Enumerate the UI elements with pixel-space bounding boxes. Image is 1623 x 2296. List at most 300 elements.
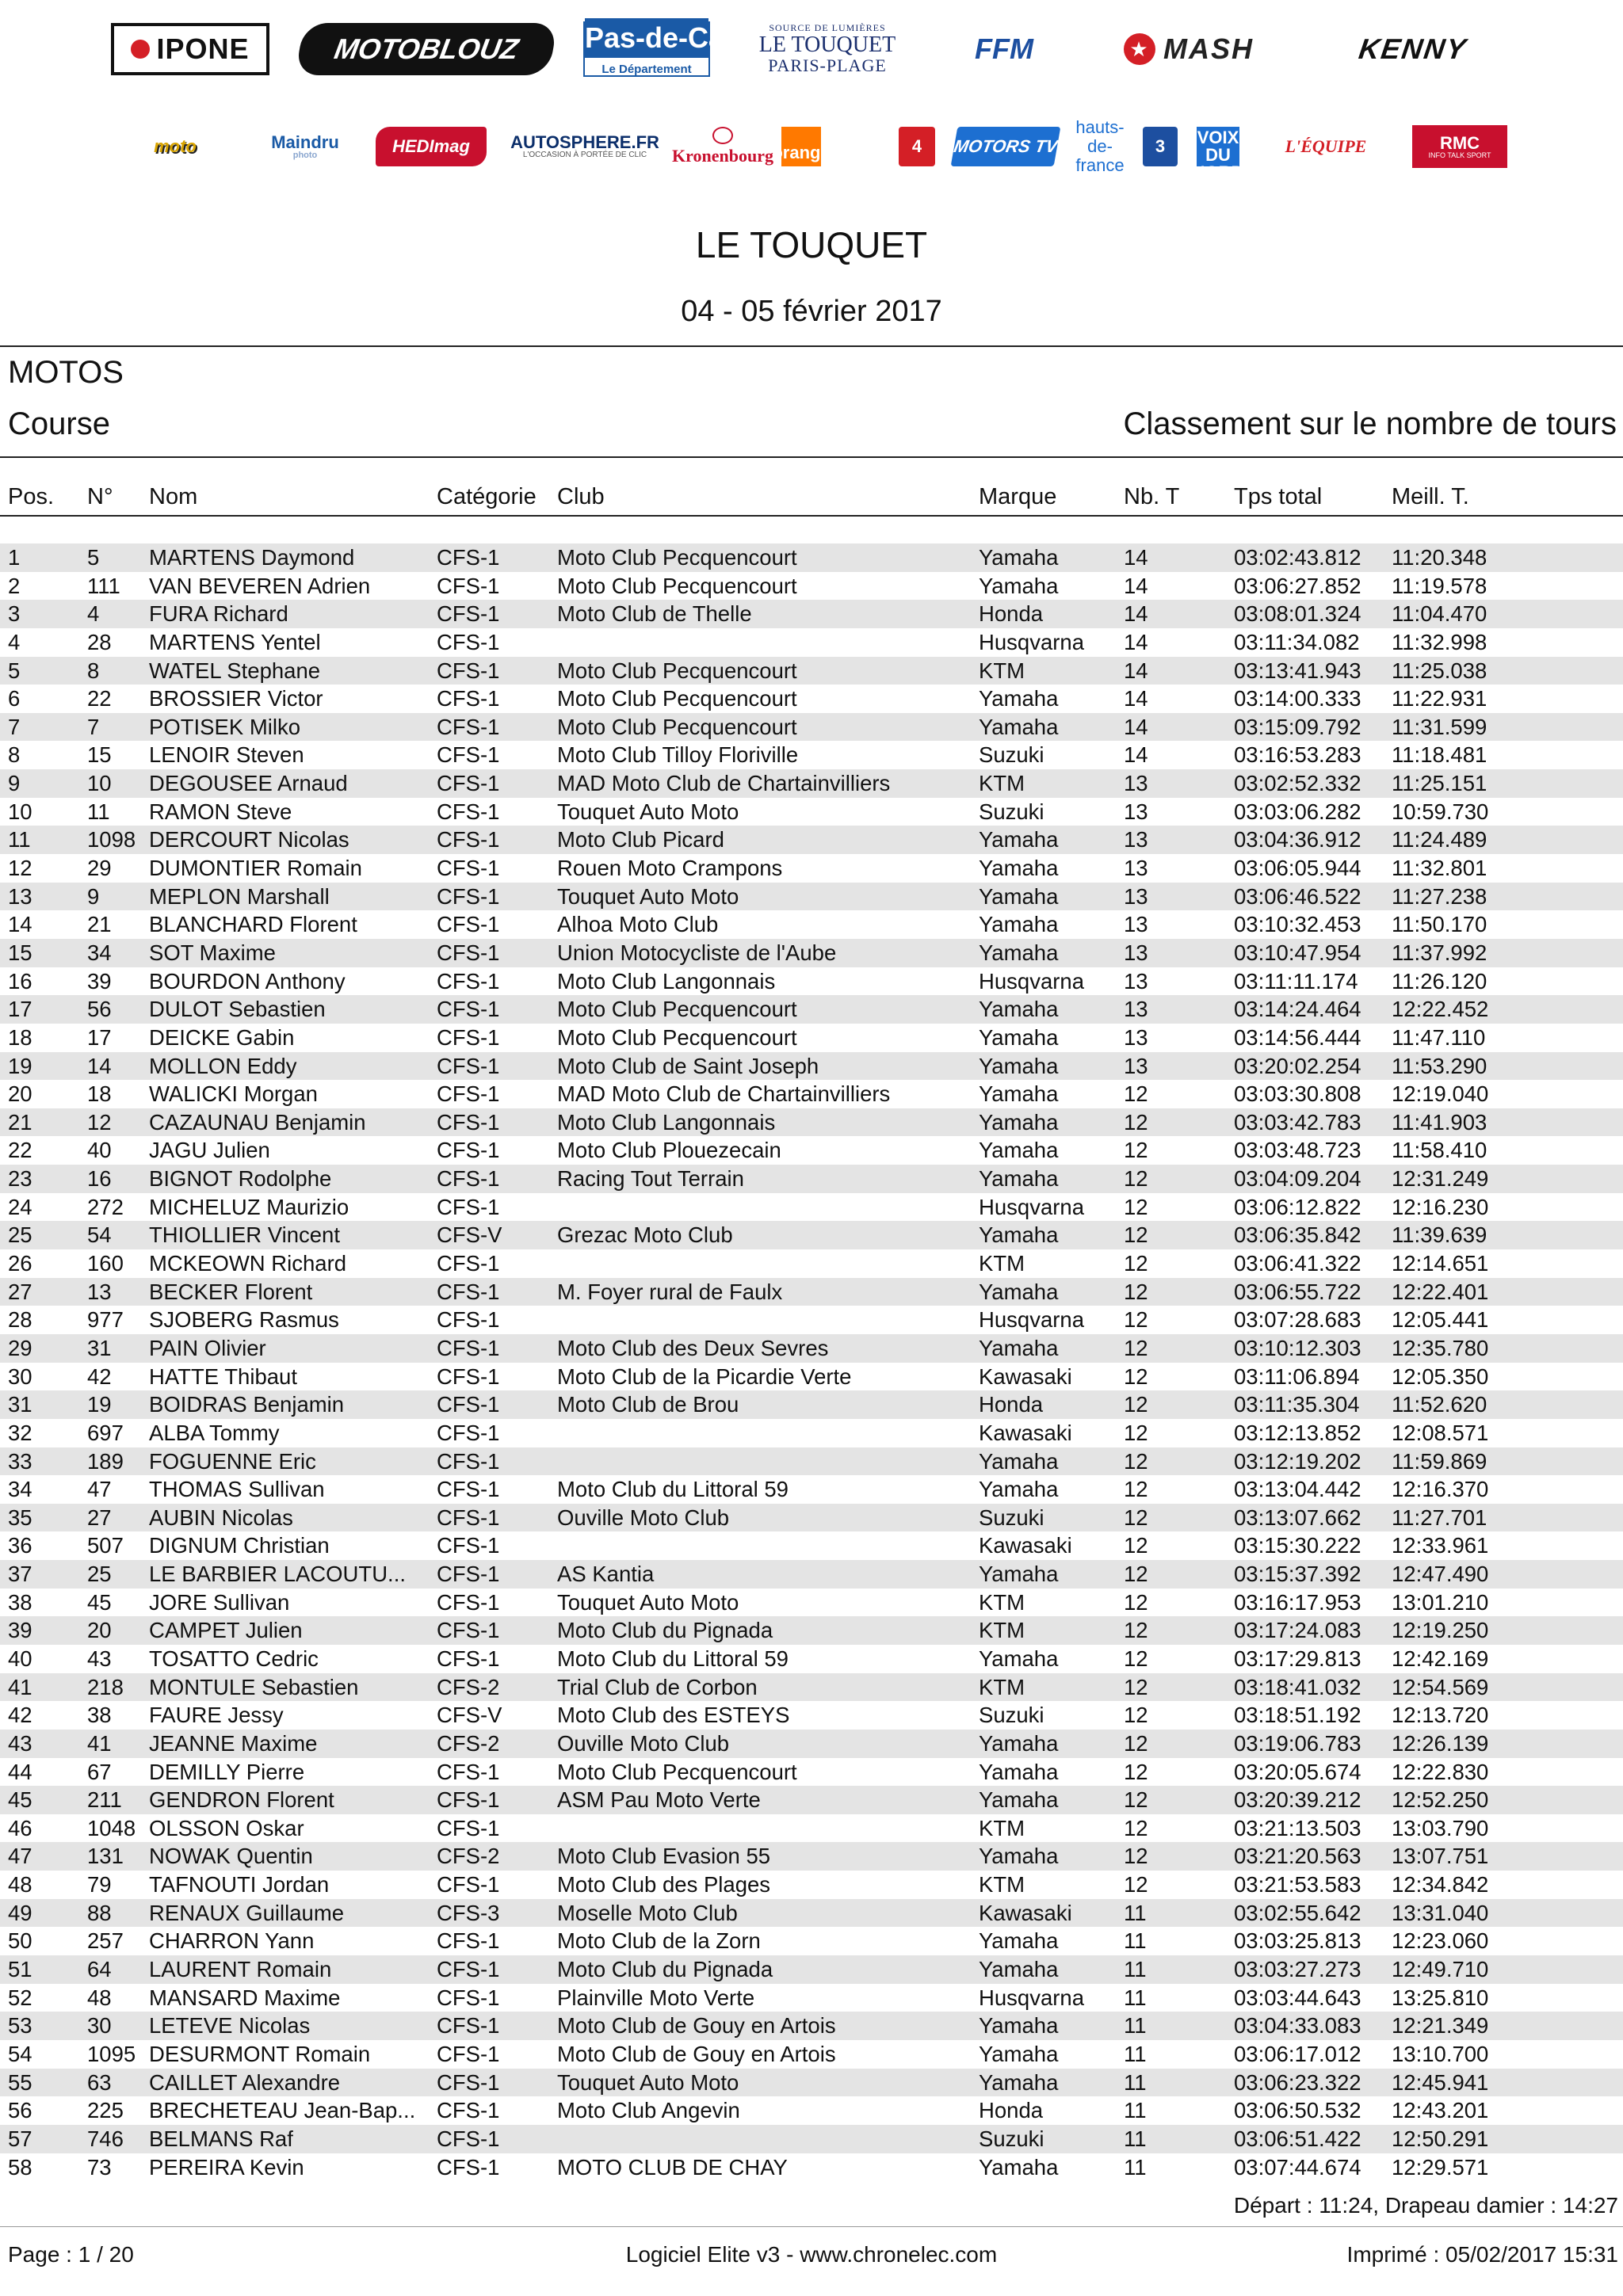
cell-meill-t: 11:22.931 — [1392, 686, 1487, 711]
cell-marque: Yamaha — [979, 2154, 1059, 2180]
cell-categorie: CFS-1 — [437, 658, 500, 683]
cell-num: 31 — [87, 1335, 112, 1360]
cell-tps-total: 03:10:12.303 — [1234, 1335, 1361, 1360]
cell-categorie: CFS-1 — [437, 1985, 500, 2010]
ffm-logo: FFM — [975, 32, 1033, 65]
cell-categorie: CFS-1 — [437, 1251, 500, 1276]
table-row — [0, 826, 1623, 854]
table-row — [0, 2125, 1623, 2153]
cell-nom: LAURENT Romain — [149, 1957, 332, 1982]
cell-num: 111 — [87, 573, 120, 598]
cell-tps-total: 03:02:55.642 — [1234, 1900, 1361, 1925]
cell-marque: Honda — [979, 2098, 1044, 2123]
cell-num: 1095 — [87, 2041, 136, 2066]
cell-pos: 39 — [8, 1618, 32, 1643]
cell-num: 5 — [87, 545, 100, 570]
cell-nb-tours: 11 — [1124, 1957, 1147, 1982]
cell-tps-total: 03:20:02.254 — [1234, 1053, 1361, 1078]
cell-nom: CAZAUNAU Benjamin — [149, 1109, 366, 1135]
cell-nom: BLANCHARD Florent — [149, 912, 357, 937]
race-start-finish-info: Départ : 11:24, Drapeau damier : 14:27 — [1233, 2193, 1618, 2218]
cell-nb-tours: 14 — [1124, 573, 1148, 598]
cell-nb-tours: 12 — [1124, 1448, 1148, 1474]
cell-meill-t: 12:45.941 — [1392, 2069, 1489, 2095]
cell-categorie: CFS-1 — [437, 1957, 500, 1982]
cell-tps-total: 03:02:43.812 — [1234, 545, 1361, 570]
cell-club: Touquet Auto Moto — [557, 2069, 739, 2095]
kenny-logo: KENNY — [1357, 32, 1469, 65]
cell-club: Moto Club Pecquencourt — [557, 1759, 797, 1784]
cell-marque: Yamaha — [979, 1448, 1059, 1474]
cell-tps-total: 03:07:44.674 — [1234, 2154, 1361, 2180]
cell-marque: Yamaha — [979, 1759, 1059, 1784]
cell-nom: CAMPET Julien — [149, 1618, 303, 1643]
cell-num: 16 — [87, 1166, 112, 1192]
cell-tps-total: 03:11:34.082 — [1234, 629, 1360, 654]
cell-meill-t: 12:54.569 — [1392, 1674, 1489, 1699]
cell-nom: LE BARBIER LACOUTU... — [149, 1562, 406, 1587]
voix-du-nord-logo: LA VOIX DU NORD — [1192, 110, 1244, 182]
cell-pos: 31 — [8, 1392, 32, 1417]
cell-pos: 49 — [8, 1900, 32, 1925]
cell-marque: Suzuki — [979, 799, 1044, 824]
cell-marque: Yamaha — [979, 1562, 1059, 1587]
cell-categorie: CFS-1 — [437, 1787, 500, 1813]
category-label: MOTOS — [8, 355, 124, 390]
cell-nom: MONTULE Sebastien — [149, 1674, 359, 1699]
cell-meill-t: 12:42.169 — [1392, 1646, 1489, 1671]
cell-categorie: CFS-1 — [437, 1420, 500, 1445]
ipone-dot-icon — [131, 40, 150, 59]
cell-nom: SOT Maxime — [149, 940, 276, 965]
cell-meill-t: 11:37.992 — [1392, 940, 1487, 965]
cell-marque: Yamaha — [979, 1477, 1059, 1502]
cell-nom: POTISEK Milko — [149, 714, 301, 739]
cell-pos: 4 — [8, 629, 21, 654]
cell-club: M. Foyer rural de Faulx — [557, 1279, 783, 1304]
cell-nb-tours: 12 — [1124, 1081, 1148, 1107]
cell-tps-total: 03:06:41.322 — [1234, 1251, 1361, 1276]
hauts-de-france-logo: hauts-de-france — [1075, 116, 1125, 176]
cell-nom: BECKER Florent — [149, 1279, 313, 1304]
results-table-body — [0, 543, 1623, 2181]
cell-pos: 46 — [8, 1815, 32, 1840]
cell-categorie: CFS-1 — [437, 1307, 500, 1333]
kronenbourg-crest-icon — [712, 127, 733, 144]
table-row — [0, 883, 1623, 911]
table-row — [0, 2069, 1623, 2097]
cell-marque: KTM — [979, 1872, 1025, 1897]
cell-marque: Yamaha — [979, 1730, 1059, 1756]
cell-meill-t: 12:23.060 — [1392, 1928, 1489, 1954]
table-row — [0, 1278, 1623, 1306]
table-row — [0, 1447, 1623, 1476]
cell-meill-t: 11:24.489 — [1392, 827, 1487, 852]
cell-nom: MCKEOWN Richard — [149, 1251, 347, 1276]
cell-tps-total: 03:12:13.852 — [1234, 1420, 1361, 1445]
cell-num: 54 — [87, 1222, 112, 1248]
cell-tps-total: 03:08:01.324 — [1234, 601, 1361, 627]
table-row — [0, 1249, 1623, 1278]
cell-marque: Husqvarna — [979, 1985, 1084, 2010]
cell-nb-tours: 13 — [1124, 912, 1148, 937]
cell-categorie: CFS-1 — [437, 799, 500, 824]
cell-marque: Yamaha — [979, 856, 1059, 881]
cell-marque: Yamaha — [979, 545, 1059, 570]
table-row — [0, 910, 1623, 939]
table-row — [0, 1108, 1623, 1137]
cell-categorie: CFS-1 — [437, 1279, 500, 1304]
cell-nom: OLSSON Oskar — [149, 1815, 304, 1840]
table-row — [0, 1786, 1623, 1814]
table-row — [0, 1899, 1623, 1928]
cell-num: 9 — [87, 883, 100, 909]
cell-categorie: CFS-1 — [437, 714, 500, 739]
cell-club: Moto Club Evasion 55 — [557, 1844, 771, 1869]
cell-marque: Yamaha — [979, 912, 1059, 937]
cell-tps-total: 03:16:53.283 — [1234, 742, 1361, 768]
cell-meill-t: 11:25.151 — [1392, 771, 1487, 796]
cell-num: 18 — [87, 1081, 112, 1107]
cell-num: 131 — [87, 1844, 124, 1869]
cell-pos: 44 — [8, 1759, 32, 1784]
cell-nom: GENDRON Florent — [149, 1787, 334, 1813]
cell-marque: Yamaha — [979, 883, 1059, 909]
cell-nom: SJOBERG Rasmus — [149, 1307, 339, 1333]
cell-tps-total: 03:18:51.192 — [1234, 1703, 1361, 1728]
cell-num: 43 — [87, 1646, 112, 1671]
cell-categorie: CFS-1 — [437, 1194, 500, 1219]
cell-nb-tours: 12 — [1124, 1109, 1148, 1135]
cell-marque: Suzuki — [979, 742, 1044, 768]
cell-categorie: CFS-1 — [437, 1815, 500, 1840]
cell-club: Rouen Moto Crampons — [557, 856, 783, 881]
cell-nom: PEREIRA Kevin — [149, 2154, 304, 2180]
cell-pos: 34 — [8, 1477, 32, 1502]
cell-nb-tours: 13 — [1124, 1053, 1148, 1078]
cell-nom: RENAUX Guillaume — [149, 1900, 345, 1925]
table-row — [0, 2153, 1623, 2182]
cell-club: Moto Club de Gouy en Artois — [557, 2013, 836, 2039]
cell-pos: 54 — [8, 2041, 32, 2066]
cell-marque: Yamaha — [979, 2041, 1059, 2066]
cell-nb-tours: 12 — [1124, 1759, 1148, 1784]
cell-marque: Yamaha — [979, 1844, 1059, 1869]
event-dates: 04 - 05 février 2017 — [681, 295, 942, 328]
cell-nom: BELMANS Raf — [149, 2126, 293, 2151]
ranking-type: Classement sur le nombre de tours — [1123, 406, 1617, 441]
cell-categorie: CFS-V — [437, 1703, 502, 1728]
cell-pos: 28 — [8, 1307, 32, 1333]
cell-nom: BIGNOT Rodolphe — [149, 1166, 332, 1192]
table-row — [0, 2012, 1623, 2040]
cell-marque: Yamaha — [979, 827, 1059, 852]
cell-categorie: CFS-1 — [437, 601, 500, 627]
cell-nom: BROSSIER Victor — [149, 686, 323, 711]
cell-tps-total: 03:10:32.453 — [1234, 912, 1361, 937]
cell-club: Moto Club des Deux Sevres — [557, 1335, 829, 1360]
cell-meill-t: 12:05.441 — [1392, 1307, 1489, 1333]
table-row — [0, 1193, 1623, 1222]
cell-nb-tours: 13 — [1124, 940, 1148, 965]
table-row — [0, 1136, 1623, 1165]
cell-club: Moto Club Pecquencourt — [557, 686, 797, 711]
cell-meill-t: 12:16.370 — [1392, 1477, 1489, 1502]
cell-nb-tours: 11 — [1124, 1985, 1147, 2010]
cell-categorie: CFS-1 — [437, 629, 500, 654]
cell-club: MAD Moto Club de Chartainvilliers — [557, 771, 891, 796]
cell-meill-t: 11:26.120 — [1392, 968, 1487, 994]
cell-nom: FAURE Jessy — [149, 1703, 284, 1728]
col-header-tps-total: Tps total — [1234, 484, 1323, 509]
cell-pos: 11 — [8, 827, 31, 852]
cell-nom: WALICKI Morgan — [149, 1081, 318, 1107]
cell-categorie: CFS-1 — [437, 883, 500, 909]
cell-nb-tours: 14 — [1124, 629, 1148, 654]
cell-club: Moto Club du Pignada — [557, 1957, 773, 1982]
session-label: Course — [8, 406, 110, 441]
cell-tps-total: 03:16:17.953 — [1234, 1589, 1361, 1615]
cell-num: 56 — [87, 997, 112, 1022]
table-row — [0, 1701, 1623, 1730]
cell-num: 88 — [87, 1900, 112, 1925]
cell-categorie: CFS-1 — [437, 2013, 500, 2039]
cell-meill-t: 12:26.139 — [1392, 1730, 1489, 1756]
cell-categorie: CFS-1 — [437, 1448, 500, 1474]
cell-tps-total: 03:06:12.822 — [1234, 1194, 1361, 1219]
cell-nb-tours: 13 — [1124, 997, 1148, 1022]
cell-meill-t: 11:04.470 — [1392, 601, 1487, 627]
cell-tps-total: 03:04:36.912 — [1234, 827, 1361, 852]
cell-pos: 51 — [8, 1957, 32, 1982]
cell-nom: CHARRON Yann — [149, 1928, 315, 1954]
cell-meill-t: 11:47.110 — [1392, 1024, 1486, 1050]
cell-nom: CAILLET Alexandre — [149, 2069, 341, 2095]
table-row — [0, 939, 1623, 967]
cell-nb-tours: 12 — [1124, 1307, 1148, 1333]
motoblouz-logo: MOTOBLOUZ — [295, 23, 558, 75]
table-row — [0, 1363, 1623, 1391]
table-row — [0, 1871, 1623, 1899]
cell-club: Moto Club Picard — [557, 827, 724, 852]
cell-categorie: CFS-1 — [437, 827, 500, 852]
cell-tps-total: 03:06:50.532 — [1234, 2098, 1361, 2123]
cell-meill-t: 11:52.620 — [1392, 1392, 1487, 1417]
cell-marque: Yamaha — [979, 686, 1059, 711]
cell-nb-tours: 12 — [1124, 1222, 1148, 1248]
table-row — [0, 1080, 1623, 1108]
cell-num: 13 — [87, 1279, 112, 1304]
cell-meill-t: 12:19.040 — [1392, 1081, 1489, 1107]
cell-nb-tours: 14 — [1124, 601, 1148, 627]
cell-categorie: CFS-1 — [437, 2126, 500, 2151]
table-row — [0, 2096, 1623, 2125]
cell-tps-total: 03:17:29.813 — [1234, 1646, 1361, 1671]
cell-tps-total: 03:14:56.444 — [1234, 1024, 1361, 1050]
cell-categorie: CFS-1 — [437, 2041, 500, 2066]
cell-club: Moto Club des Plages — [557, 1872, 771, 1897]
cell-nom: MARTENS Daymond — [149, 545, 355, 570]
motors-tv-logo: MOTORS TV — [951, 127, 1061, 166]
cell-club: Alhoa Moto Club — [557, 912, 719, 937]
table-row — [0, 657, 1623, 685]
cell-pos: 3 — [8, 601, 21, 627]
cell-categorie: CFS-1 — [437, 1166, 500, 1192]
cell-club: Moto Club du Littoral 59 — [557, 1646, 789, 1671]
table-header-divider — [0, 515, 1623, 517]
cell-nom: WATEL Stephane — [149, 658, 321, 683]
cell-meill-t: 12:21.349 — [1392, 2013, 1489, 2039]
cell-num: 189 — [87, 1448, 124, 1474]
cell-tps-total: 03:14:00.333 — [1234, 686, 1361, 711]
cell-marque: Yamaha — [979, 1646, 1059, 1671]
table-row — [0, 1758, 1623, 1787]
cell-num: 29 — [87, 856, 112, 881]
page-number: Page : 1 / 20 — [8, 2242, 134, 2267]
cell-meill-t: 11:32.998 — [1392, 629, 1487, 654]
cell-categorie: CFS-3 — [437, 1900, 500, 1925]
cell-categorie: CFS-V — [437, 1222, 502, 1248]
cell-tps-total: 03:03:06.282 — [1234, 799, 1361, 824]
cell-pos: 36 — [8, 1533, 32, 1558]
cell-club: Moselle Moto Club — [557, 1900, 738, 1925]
cell-meill-t: 11:32.801 — [1392, 856, 1487, 881]
cell-club: Touquet Auto Moto — [557, 1589, 739, 1615]
cell-club: Moto Club de Gouy en Artois — [557, 2041, 836, 2066]
cell-club: Plainville Moto Verte — [557, 1985, 755, 2010]
pas-de-calais-logo: Pas-de-Calais Le Département — [583, 21, 710, 77]
cell-tps-total: 03:19:06.783 — [1234, 1730, 1361, 1756]
cell-num: 40 — [87, 1138, 112, 1163]
table-row — [0, 1814, 1623, 1843]
cell-meill-t: 10:59.730 — [1392, 799, 1489, 824]
cell-nb-tours: 12 — [1124, 1844, 1148, 1869]
cell-pos: 27 — [8, 1279, 32, 1304]
cell-num: 507 — [87, 1533, 124, 1558]
cell-num: 30 — [87, 2013, 112, 2039]
cell-nb-tours: 12 — [1124, 1392, 1148, 1417]
cell-pos: 24 — [8, 1194, 32, 1219]
table-row — [0, 995, 1623, 1024]
cell-categorie: CFS-1 — [437, 545, 500, 570]
cell-meill-t: 12:50.291 — [1392, 2126, 1489, 2151]
cell-nb-tours: 13 — [1124, 827, 1148, 852]
cell-categorie: CFS-1 — [437, 1589, 500, 1615]
cell-tps-total: 03:06:27.852 — [1234, 573, 1361, 598]
cell-club: Moto Club Pecquencourt — [557, 545, 797, 570]
cell-meill-t: 12:05.350 — [1392, 1363, 1489, 1389]
cell-tps-total: 03:20:05.674 — [1234, 1759, 1361, 1784]
cell-nom: TOSATTO Cedric — [149, 1646, 319, 1671]
cell-pos: 21 — [8, 1109, 32, 1135]
cell-categorie: CFS-1 — [437, 856, 500, 881]
cell-pos: 33 — [8, 1448, 32, 1474]
cell-tps-total: 03:10:47.954 — [1234, 940, 1361, 965]
cell-num: 25 — [87, 1562, 112, 1587]
table-row — [0, 1927, 1623, 1955]
cell-nb-tours: 14 — [1124, 686, 1148, 711]
cell-meill-t: 11:25.038 — [1392, 658, 1487, 683]
cell-pos: 52 — [8, 1985, 32, 2010]
cell-nom: PAIN Olivier — [149, 1335, 266, 1360]
cell-club: Moto Club Plouezecain — [557, 1138, 781, 1163]
cell-nom: THOMAS Sullivan — [149, 1477, 325, 1502]
cell-tps-total: 03:12:19.202 — [1234, 1448, 1361, 1474]
table-row — [0, 1306, 1623, 1334]
cell-tps-total: 03:07:28.683 — [1234, 1307, 1361, 1333]
cell-marque: Yamaha — [979, 1166, 1059, 1192]
cell-tps-total: 03:06:46.522 — [1234, 883, 1361, 909]
cell-num: 22 — [87, 686, 112, 711]
cell-nb-tours: 11 — [1124, 2126, 1147, 2151]
cell-nb-tours: 12 — [1124, 1194, 1148, 1219]
cell-club: AS Kantia — [557, 1562, 655, 1587]
cell-nb-tours: 14 — [1124, 742, 1148, 768]
cell-num: 34 — [87, 940, 112, 965]
cell-marque: KTM — [979, 1589, 1025, 1615]
cell-categorie: CFS-1 — [437, 2098, 500, 2123]
cell-nb-tours: 12 — [1124, 1166, 1148, 1192]
cell-club: Moto Club des ESTEYS — [557, 1703, 790, 1728]
table-row — [0, 1560, 1623, 1589]
cell-categorie: CFS-1 — [437, 573, 500, 598]
cell-categorie: CFS-1 — [437, 968, 500, 994]
cell-marque: Yamaha — [979, 1222, 1059, 1248]
cell-num: 160 — [87, 1251, 124, 1276]
table-row — [0, 600, 1623, 628]
cell-meill-t: 11:50.170 — [1392, 912, 1487, 937]
cell-meill-t: 12:22.830 — [1392, 1759, 1489, 1784]
cell-nb-tours: 11 — [1124, 2013, 1147, 2039]
cell-nb-tours: 12 — [1124, 1872, 1148, 1897]
cell-nb-tours: 11 — [1124, 2098, 1147, 2123]
cell-tps-total: 03:14:24.464 — [1234, 997, 1361, 1022]
cell-nom: DEMILLY Pierre — [149, 1759, 305, 1784]
cell-tps-total: 03:03:25.813 — [1234, 1928, 1361, 1954]
cell-meill-t: 11:58.410 — [1392, 1138, 1487, 1163]
cell-nb-tours: 11 — [1124, 1900, 1147, 1925]
cell-tps-total: 03:06:23.322 — [1234, 2069, 1361, 2095]
cell-pos: 6 — [8, 686, 21, 711]
cell-num: 38 — [87, 1703, 112, 1728]
cell-nb-tours: 12 — [1124, 1787, 1148, 1813]
col-header-nb-tours: Nb. T — [1124, 484, 1180, 509]
table-row — [0, 854, 1623, 883]
cell-nb-tours: 13 — [1124, 856, 1148, 881]
cell-pos: 13 — [8, 883, 32, 909]
cell-meill-t: 12:22.401 — [1392, 1279, 1489, 1304]
cell-pos: 56 — [8, 2098, 32, 2123]
radio-logo: 4 — [899, 127, 935, 166]
cell-nb-tours: 12 — [1124, 1730, 1148, 1756]
cell-num: 15 — [87, 742, 112, 768]
cell-num: 4 — [87, 601, 100, 627]
cell-tps-total: 03:03:30.808 — [1234, 1081, 1361, 1107]
cell-categorie: CFS-1 — [437, 997, 500, 1022]
cell-nb-tours: 14 — [1124, 545, 1148, 570]
cell-club: Trial Club de Corbon — [557, 1674, 758, 1699]
cell-categorie: CFS-1 — [437, 1081, 500, 1107]
cell-marque: Suzuki — [979, 2126, 1044, 2151]
cell-nb-tours: 12 — [1124, 1589, 1148, 1615]
cell-marque: Husqvarna — [979, 1307, 1084, 1333]
col-header-nom: Nom — [149, 484, 198, 509]
cell-nom: LENOIR Steven — [149, 742, 304, 768]
cell-marque: KTM — [979, 658, 1025, 683]
table-row — [0, 1955, 1623, 1984]
cell-nb-tours: 12 — [1124, 1505, 1148, 1530]
table-row — [0, 1390, 1623, 1419]
